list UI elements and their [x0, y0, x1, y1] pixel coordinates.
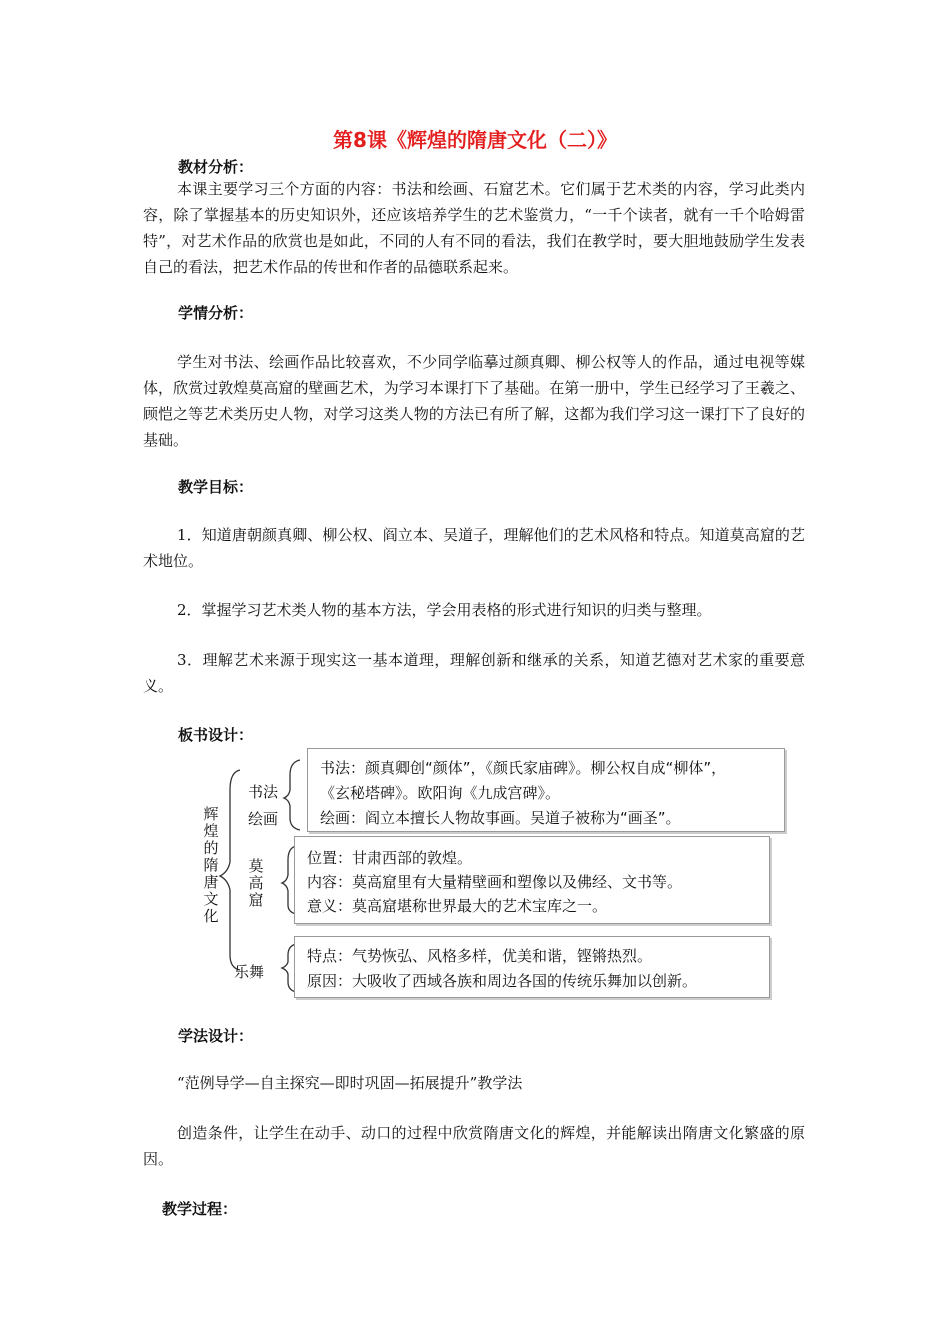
heading-analysis: 教材分析：: [178, 158, 254, 176]
diagram-box-mogao: [294, 836, 770, 924]
goal-item-2: 2．掌握学习艺术类人物的基本方法，学会用表格的形式进行知识的归类与整理。: [177, 601, 712, 619]
heading-process: 教学过程：: [162, 1200, 238, 1218]
box2-line-3: 意义：莫高窟堪称世界最大的艺术宝库之一。: [307, 897, 608, 915]
heading-method: 学法设计：: [178, 1027, 254, 1045]
heading-goals: 教学目标：: [178, 478, 254, 496]
diagram-branch-mogao: 莫高窟: [248, 857, 264, 909]
heading-board: 板书设计：: [178, 726, 254, 744]
box2-line-1: 位置：甘肃西部的敦煌。: [307, 849, 473, 867]
diagram-box-calligraphy-painting: [307, 748, 785, 832]
diagram-branch-painting: 绘画: [248, 810, 279, 828]
paragraph-analysis: 本课主要学习三个方面的内容：书法和绘画、石窟艺术。它们属于艺术类的内容，学习此类内容，除了掌握基本的历史知识外，还应该培养学生的艺术鉴赏力，“一千个读者，就有一千个哈姆雷特”，对艺术作品的欣赏也是如此，不同的人有不同的看法，我们在教学时，要大胆地鼓励学生发表自己的看法，把艺术作品的传世和作者的品德联系起来。: [143, 180, 805, 276]
box2-line-2: 内容：莫高窟里有大量精壁画和塑像以及佛经、文书等。: [307, 873, 683, 891]
box3-line-1: 特点：气势恢弘、风格多样，优美和谐，铿锵热烈。: [307, 947, 653, 965]
diagram-branch-music: 乐舞: [234, 963, 265, 981]
diagram-root-label: 辉煌的隋唐文化: [203, 805, 219, 925]
diagram-box-music: [294, 936, 770, 998]
method-line-2: 创造条件，让学生在动手、动口的过程中欣赏隋唐文化的辉煌，并能解读出隋唐文化繁盛的原因。: [143, 1124, 805, 1168]
method-line-1: “范例导学—自主探究—即时巩固—拓展提升”教学法: [177, 1074, 523, 1092]
paragraph-students: 学生对书法、绘画作品比较喜欢，不少同学临摹过颜真卿、柳公权等人的作品，通过电视等媒体，欣赏过敦煌莫高窟的壁画艺术，为学习本课打下了基础。在第一册中，学生已经学习了王羲之、顾恺之等艺术类历史人物，对学习这类人物的方法已有所了解，这都为我们学习这一课打下了良好的基础。: [143, 353, 805, 449]
goal-item-1: 1．知道唐朝颜真卿、柳公权、阎立本、吴道子，理解他们的艺术风格和特点。知道莫高窟的艺术地位。: [143, 526, 805, 570]
box1-line-2: 《玄秘塔碑》。欧阳询《九成宫碑》。: [320, 784, 561, 802]
box1-line-1: 书法：颜真卿创“颜体”，《颜氏家庙碑》。柳公权自成“柳体”，: [320, 759, 727, 777]
goal-item-3: 3．理解艺术来源于现实这一基本道理，理解创新和继承的关系，知道艺德对艺术家的重要意义。: [143, 651, 805, 695]
diagram-branch-calligraphy: 书法: [248, 783, 279, 801]
heading-students: 学情分析：: [178, 304, 254, 322]
box1-line-3: 绘画：阎立本擅长人物故事画。吴道子被称为“画圣”。: [320, 809, 681, 827]
page-title: 第8课《辉煌的隋唐文化（二）》: [333, 128, 617, 152]
box3-line-2: 原因：大吸收了西域各族和周边各国的传统乐舞加以创新。: [307, 972, 698, 990]
